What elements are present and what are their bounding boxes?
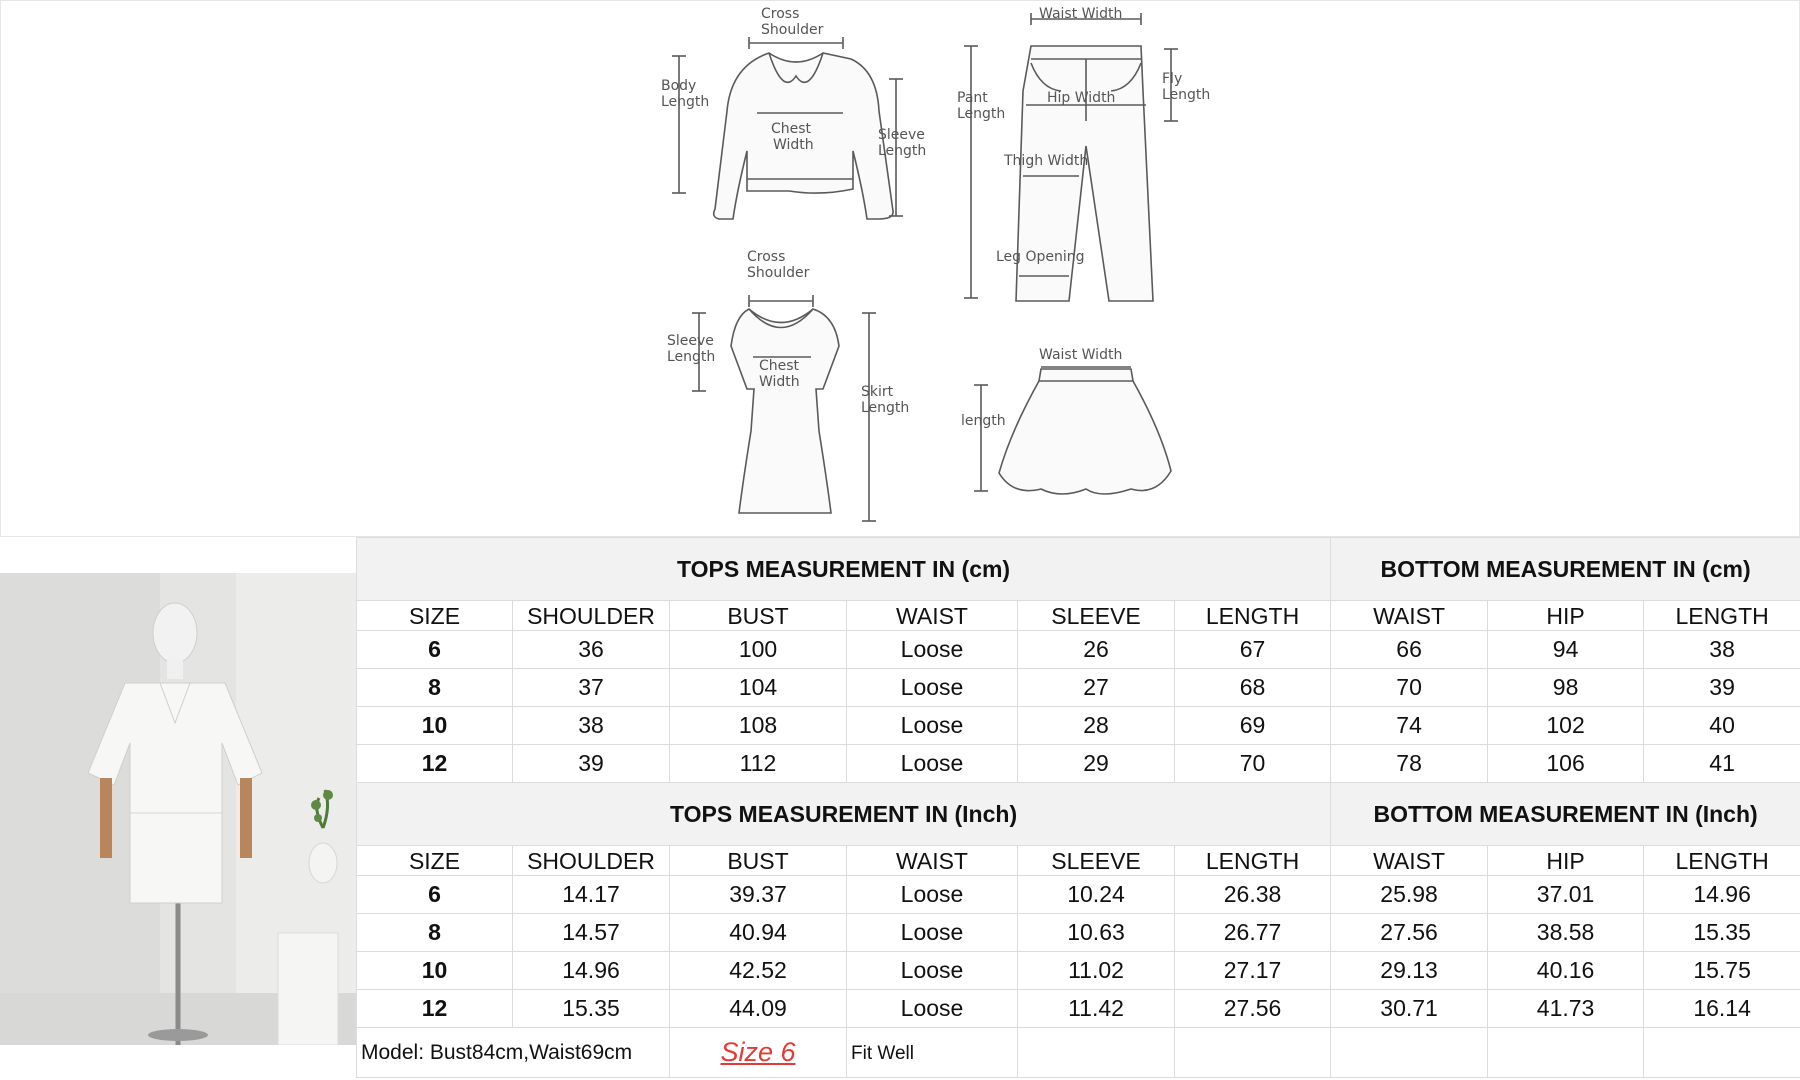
- bottom-waist-cell: 30.71: [1331, 990, 1488, 1028]
- bottom-length-cell: 14.96: [1644, 876, 1800, 914]
- skirt-length-label: length: [961, 413, 1006, 429]
- size-cell: 12: [357, 990, 513, 1028]
- bottom-waist-cell: 29.13: [1331, 952, 1488, 990]
- waist-cell: Loose: [847, 631, 1018, 669]
- col-bottom-length: LENGTH: [1644, 846, 1800, 876]
- bust-cell: 112: [670, 745, 847, 783]
- pant-thigh-width-label: Thigh Width: [1004, 153, 1089, 169]
- sleeve-cell: 27: [1018, 669, 1175, 707]
- sleeve-cell: 26: [1018, 631, 1175, 669]
- waist-cell: Loose: [847, 876, 1018, 914]
- top-sleeve-length-label-1: Sleeve: [878, 127, 925, 143]
- pant-length-label-1: Pant: [957, 90, 988, 106]
- skirt-diagram: [961, 347, 1171, 494]
- empty-cell: [1018, 1028, 1175, 1078]
- sleeve-cell: 11.02: [1018, 952, 1175, 990]
- table-row: [357, 631, 1800, 669]
- waist-cell: Loose: [847, 707, 1018, 745]
- shoulder-cell: 14.96: [513, 952, 670, 990]
- model-size-cell: [670, 1028, 847, 1078]
- bust-cell: 40.94: [670, 914, 847, 952]
- empty-cell: [1644, 1028, 1800, 1078]
- length-cell: 27.56: [1175, 990, 1331, 1028]
- table-row: [357, 914, 1800, 952]
- bottom-length-cell: 39: [1644, 669, 1800, 707]
- top-sleeve-length-label-2: Length: [878, 143, 927, 159]
- col-sleeve: SLEEVE: [1018, 601, 1175, 631]
- col-bottom-length: LENGTH: [1644, 601, 1800, 631]
- col-bust: BUST: [670, 846, 847, 876]
- fit-note-cell: [847, 1028, 1018, 1078]
- shoulder-cell: 14.57: [513, 914, 670, 952]
- bottom-waist-cell: 27.56: [1331, 914, 1488, 952]
- bottom-length-cell: 15.35: [1644, 914, 1800, 952]
- col-length: LENGTH: [1175, 846, 1331, 876]
- length-cell: 69: [1175, 707, 1331, 745]
- bottom-length-cell: 38: [1644, 631, 1800, 669]
- shoulder-cell: 36: [513, 631, 670, 669]
- dress-skirt-length-label-2: Length: [861, 400, 910, 416]
- bust-cell: 100: [670, 631, 847, 669]
- model-size-note: Size 6: [720, 1037, 796, 1067]
- pant-length-label-2: Length: [957, 106, 1006, 122]
- col-bottom-waist: WAIST: [1331, 601, 1488, 631]
- sleeve-cell: 11.42: [1018, 990, 1175, 1028]
- top-body-length-label-2: Length: [661, 94, 710, 110]
- skirt-waist-width-label: Waist Width: [1039, 347, 1123, 363]
- dress-skirt-length-label-1: Skirt: [861, 384, 894, 400]
- pant-hip-width-label: Hip Width: [1047, 90, 1116, 106]
- length-cell: 68: [1175, 669, 1331, 707]
- length-cell: 27.17: [1175, 952, 1331, 990]
- dress-sleeve-length-label-2: Length: [667, 349, 716, 365]
- bottom-length-cell: 15.75: [1644, 952, 1800, 990]
- size-cell: 8: [357, 914, 513, 952]
- dress-cross-shoulder-label-2: Shoulder: [747, 265, 810, 281]
- bottom-waist-cell: 70: [1331, 669, 1488, 707]
- sleeve-cell: 28: [1018, 707, 1175, 745]
- bottom-waist-cell: 25.98: [1331, 876, 1488, 914]
- top-body-length-label-1: Body: [661, 78, 697, 94]
- bottom-waist-cell: 74: [1331, 707, 1488, 745]
- bust-cell: 44.09: [670, 990, 847, 1028]
- empty-cell: [1175, 1028, 1331, 1078]
- model-measurements: Model: Bust84cm,Waist69cm: [357, 1028, 670, 1078]
- hip-cell: 106: [1488, 745, 1644, 783]
- bust-cell: 108: [670, 707, 847, 745]
- waist-cell: Loose: [847, 990, 1018, 1028]
- length-cell: 26.77: [1175, 914, 1331, 952]
- tops-inch-title: TOPS MEASUREMENT IN (Inch): [357, 783, 1331, 846]
- tops-cm-title: TOPS MEASUREMENT IN (cm): [357, 538, 1331, 601]
- cm-section-header: [357, 538, 1800, 601]
- hip-cell: 40.16: [1488, 952, 1644, 990]
- hip-cell: 37.01: [1488, 876, 1644, 914]
- bust-cell: 42.52: [670, 952, 847, 990]
- hip-cell: 41.73: [1488, 990, 1644, 1028]
- col-sleeve: SLEEVE: [1018, 846, 1175, 876]
- sleeve-cell: 10.24: [1018, 876, 1175, 914]
- table-row: [357, 952, 1800, 990]
- table-row: [357, 707, 1800, 745]
- dress-cross-shoulder-label-1: Cross: [747, 249, 786, 265]
- bottom-length-cell: 40: [1644, 707, 1800, 745]
- bottom-inch-title: BOTTOM MEASUREMENT IN (Inch): [1331, 783, 1800, 846]
- length-cell: 67: [1175, 631, 1331, 669]
- hip-cell: 94: [1488, 631, 1644, 669]
- bottom-length-cell: 16.14: [1644, 990, 1800, 1028]
- inch-column-headers: [357, 846, 1800, 876]
- bottom-waist-cell: 78: [1331, 745, 1488, 783]
- product-photo: [0, 573, 356, 1045]
- pant-fly-length-label-2: Length: [1162, 87, 1211, 103]
- hip-cell: 38.58: [1488, 914, 1644, 952]
- bottom-waist-cell: 66: [1331, 631, 1488, 669]
- top-chest-width-label-2: Width: [773, 137, 814, 153]
- size-cell: 10: [357, 952, 513, 990]
- bottom-cm-title: BOTTOM MEASUREMENT IN (cm): [1331, 538, 1800, 601]
- top-cross-shoulder-label-2: Shoulder: [761, 22, 824, 38]
- waist-cell: Loose: [847, 745, 1018, 783]
- table-row: [357, 990, 1800, 1028]
- shoulder-cell: 38: [513, 707, 670, 745]
- hip-cell: 102: [1488, 707, 1644, 745]
- empty-cell: [1488, 1028, 1644, 1078]
- shoulder-cell: 15.35: [513, 990, 670, 1028]
- dress-chest-width-label-2: Width: [759, 374, 800, 390]
- bust-cell: 39.37: [670, 876, 847, 914]
- pant-fly-length-label-1: Fly: [1162, 71, 1183, 87]
- col-size: SIZE: [357, 601, 513, 631]
- col-size: SIZE: [357, 846, 513, 876]
- col-shoulder: SHOULDER: [513, 601, 670, 631]
- hip-cell: 98: [1488, 669, 1644, 707]
- col-bust: BUST: [670, 601, 847, 631]
- dress-chest-width-label-1: Chest: [759, 358, 800, 374]
- col-hip: HIP: [1488, 846, 1644, 876]
- length-cell: 70: [1175, 745, 1331, 783]
- top-cross-shoulder-label-1: Cross: [761, 6, 800, 22]
- shoulder-cell: 37: [513, 669, 670, 707]
- table-row: [357, 876, 1800, 914]
- empty-cell: [1331, 1028, 1488, 1078]
- col-length: LENGTH: [1175, 601, 1331, 631]
- waist-cell: Loose: [847, 669, 1018, 707]
- table-row: [357, 745, 1800, 783]
- waist-cell: Loose: [847, 952, 1018, 990]
- top-chest-width-label-1: Chest: [771, 121, 812, 137]
- sleeve-cell: 10.63: [1018, 914, 1175, 952]
- cm-column-headers: [357, 601, 1800, 631]
- size-cell: 6: [357, 876, 513, 914]
- col-hip: HIP: [1488, 601, 1644, 631]
- col-waist: WAIST: [847, 846, 1018, 876]
- dress-diagram: [667, 249, 909, 521]
- waist-cell: Loose: [847, 914, 1018, 952]
- sleeve-cell: 29: [1018, 745, 1175, 783]
- model-footer-row: [357, 1028, 1800, 1078]
- size-cell: 10: [357, 707, 513, 745]
- dress-sleeve-length-label-1: Sleeve: [667, 333, 714, 349]
- col-bottom-waist: WAIST: [1331, 846, 1488, 876]
- col-waist: WAIST: [847, 601, 1018, 631]
- table-row: [357, 669, 1800, 707]
- measurement-diagrams: [0, 0, 1800, 537]
- size-chart-table: [356, 537, 1800, 1080]
- size-cell: 12: [357, 745, 513, 783]
- bottom-length-cell: 41: [1644, 745, 1800, 783]
- shoulder-cell: 14.17: [513, 876, 670, 914]
- shoulder-cell: 39: [513, 745, 670, 783]
- bust-cell: 104: [670, 669, 847, 707]
- length-cell: 26.38: [1175, 876, 1331, 914]
- fit-note: Fit Well: [851, 1042, 914, 1064]
- size-cell: 6: [357, 631, 513, 669]
- pant-waist-width-label: Waist Width: [1039, 6, 1123, 22]
- size-cell: 8: [357, 669, 513, 707]
- col-shoulder: SHOULDER: [513, 846, 670, 876]
- pant-leg-opening-label: Leg Opening: [996, 249, 1085, 265]
- inch-section-header: [357, 783, 1800, 846]
- pants-diagram: [957, 6, 1210, 301]
- top-diagram: [661, 6, 926, 219]
